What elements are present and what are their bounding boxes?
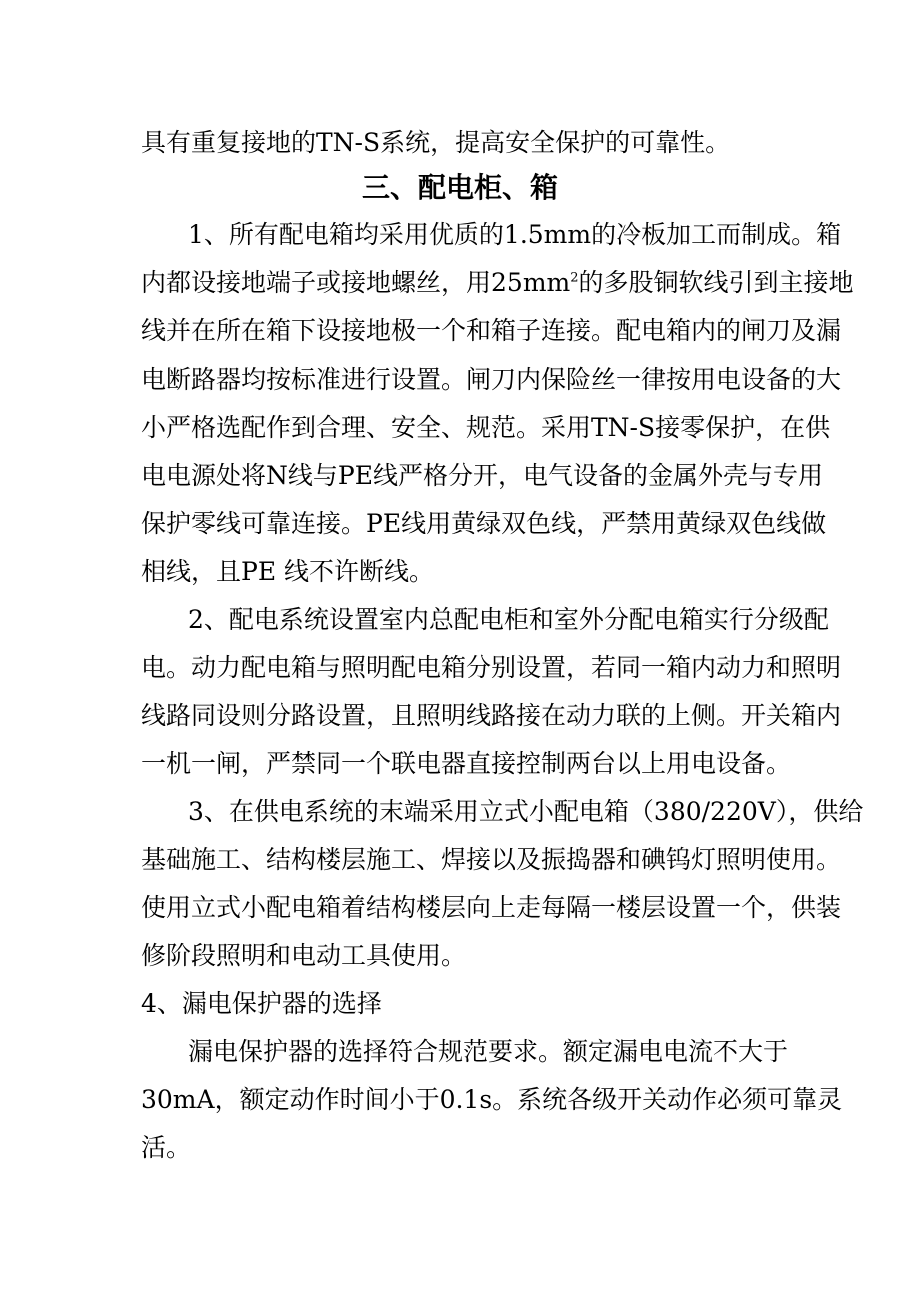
para1-line2 xyxy=(141,268,854,298)
section-heading: 三、配电柜、箱 xyxy=(361,171,558,204)
para3-line4: 修阶段照明和电动工具使用。 xyxy=(141,941,467,970)
para1-line2-b: 的多股铜软线引到主接地 xyxy=(578,268,854,297)
intro-line: 具有重复接地的TN-S系统，提高安全保护的可靠性。 xyxy=(141,128,731,157)
para2-line2: 电。动力配电箱与照明配电箱分别设置，若同一箱内动力和照明 xyxy=(141,653,842,682)
para3-line3: 使用立式小配电箱着结构楼层向上走每隔一楼层设置一个，供装 xyxy=(141,893,842,922)
para1-line8: 相线，且PE 线不许断线。 xyxy=(141,557,435,586)
para1-line1: 1、所有配电箱均采用优质的1.5mm的冷板加工而制成。箱 xyxy=(188,220,842,249)
superscript-2: 2 xyxy=(570,270,579,286)
para4-line3: 活。 xyxy=(141,1133,192,1162)
para1-line7: 保护零线可靠连接。PE线用黄绿双色线，严禁用黄绿双色线做 xyxy=(141,509,827,538)
para4-line1: 漏电保护器的选择符合规范要求。额定漏电电流不大于 xyxy=(188,1037,789,1066)
para1-line5: 小严格选配作到合理、安全、规范。采用TN-S接零保护，在供 xyxy=(141,413,831,442)
para2-line4: 一机一闸，严禁同一个联电器直接控制两台以上用电设备。 xyxy=(141,749,792,778)
para2-line1: 2、配电系统设置室内总配电柜和室外分配电箱实行分级配 xyxy=(188,605,829,634)
para3-line2: 基础施工、结构楼层施工、焊接以及振捣器和碘钨灯照明使用。 xyxy=(141,845,842,874)
para1-line6: 电电源处将N线与PE线严格分开，电气设备的金属外壳与专用 xyxy=(141,461,823,490)
para1-line4: 电断路器均按标准进行设置。闸刀内保险丝一律按用电设备的大 xyxy=(141,365,842,394)
para3-line1: 3、在供电系统的末端采用立式小配电箱（380/220V），供给 xyxy=(188,797,864,826)
para1-line3: 线并在所在箱下设接地极一个和箱子连接。配电箱内的闸刀及漏 xyxy=(141,316,842,345)
section4-title: 4、漏电保护器的选择 xyxy=(141,989,382,1018)
para4-line2: 30mA，额定动作时间小于0.1s。系统各级开关动作必须可靠灵 xyxy=(141,1085,843,1114)
para2-line3: 线路同设则分路设置，且照明线路接在动力联的上侧。开关箱内 xyxy=(141,701,842,730)
para1-line2-a: 内都设接地端子或接地螺丝，用25mm xyxy=(141,268,571,297)
